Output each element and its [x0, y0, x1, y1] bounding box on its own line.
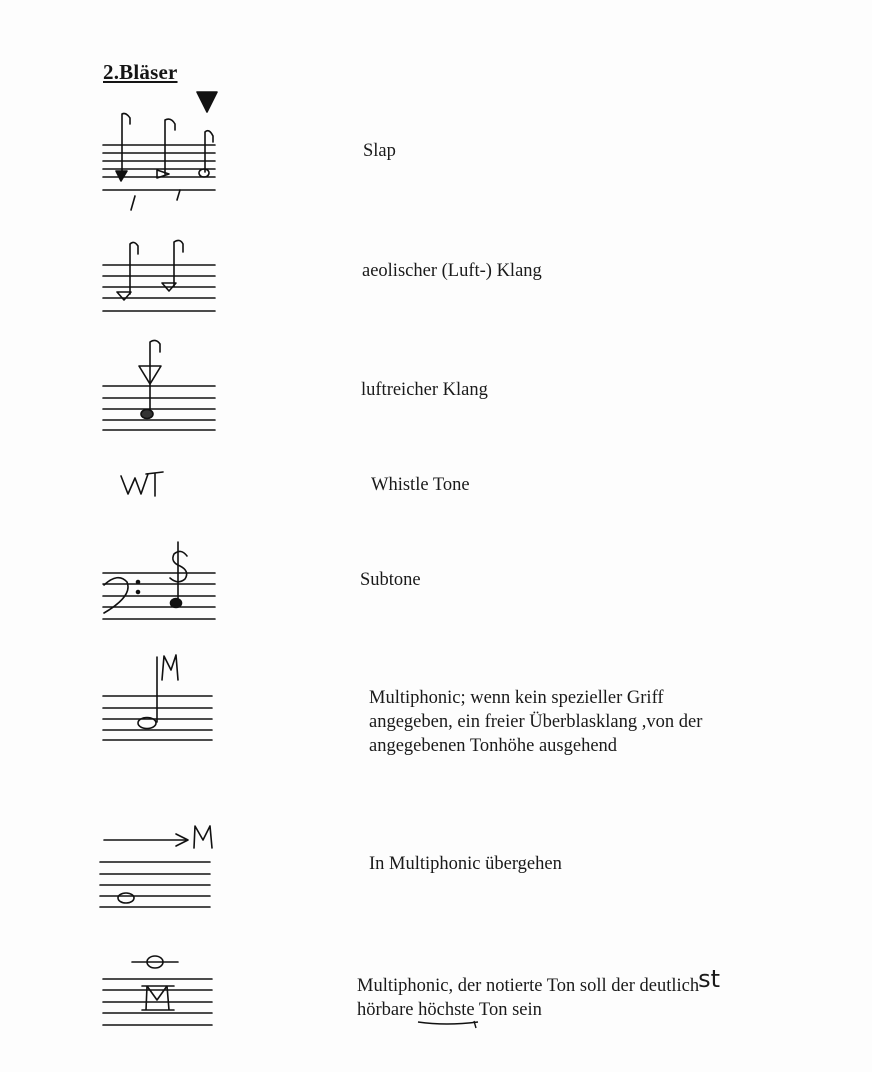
multiphonic-line-3: angegebenen Tonhöhe ausgehend — [369, 736, 618, 756]
multiphonic-highest-description — [357, 965, 721, 1022]
underlined-word — [418, 1000, 475, 1020]
highest-line-2-end: Ton sein — [474, 1000, 542, 1020]
multiphonic-line-2: angegeben, ein freier Überblasklang ,von der — [369, 712, 703, 732]
highest-line-2 — [357, 998, 720, 1022]
section-title: 2.Bläser — [103, 60, 178, 84]
handwritten-underline — [416, 1018, 482, 1030]
aeolian-description: aeolischer (Luft-) Klang — [362, 261, 542, 281]
highest-line-2-start: hörbare — [357, 1000, 419, 1020]
highest-line-1 — [357, 965, 721, 998]
whistle-tone-description: Whistle Tone — [371, 475, 470, 495]
multiphonic-transition-description: In Multiphonic übergehen — [369, 854, 562, 874]
highest-line-1-text: Multiphonic, der notierte Ton soll der deutlich — [357, 976, 700, 996]
multiphonic-line-1: Multiphonic; wenn kein spezieller Griff — [369, 688, 664, 708]
underlined-word-text: höchste — [418, 1000, 475, 1020]
handwritten-correction: st — [698, 965, 721, 993]
subtone-description: Subtone — [360, 570, 421, 590]
airy-tone-description: luftreicher Klang — [361, 380, 488, 400]
slap-description: Slap — [363, 141, 396, 161]
